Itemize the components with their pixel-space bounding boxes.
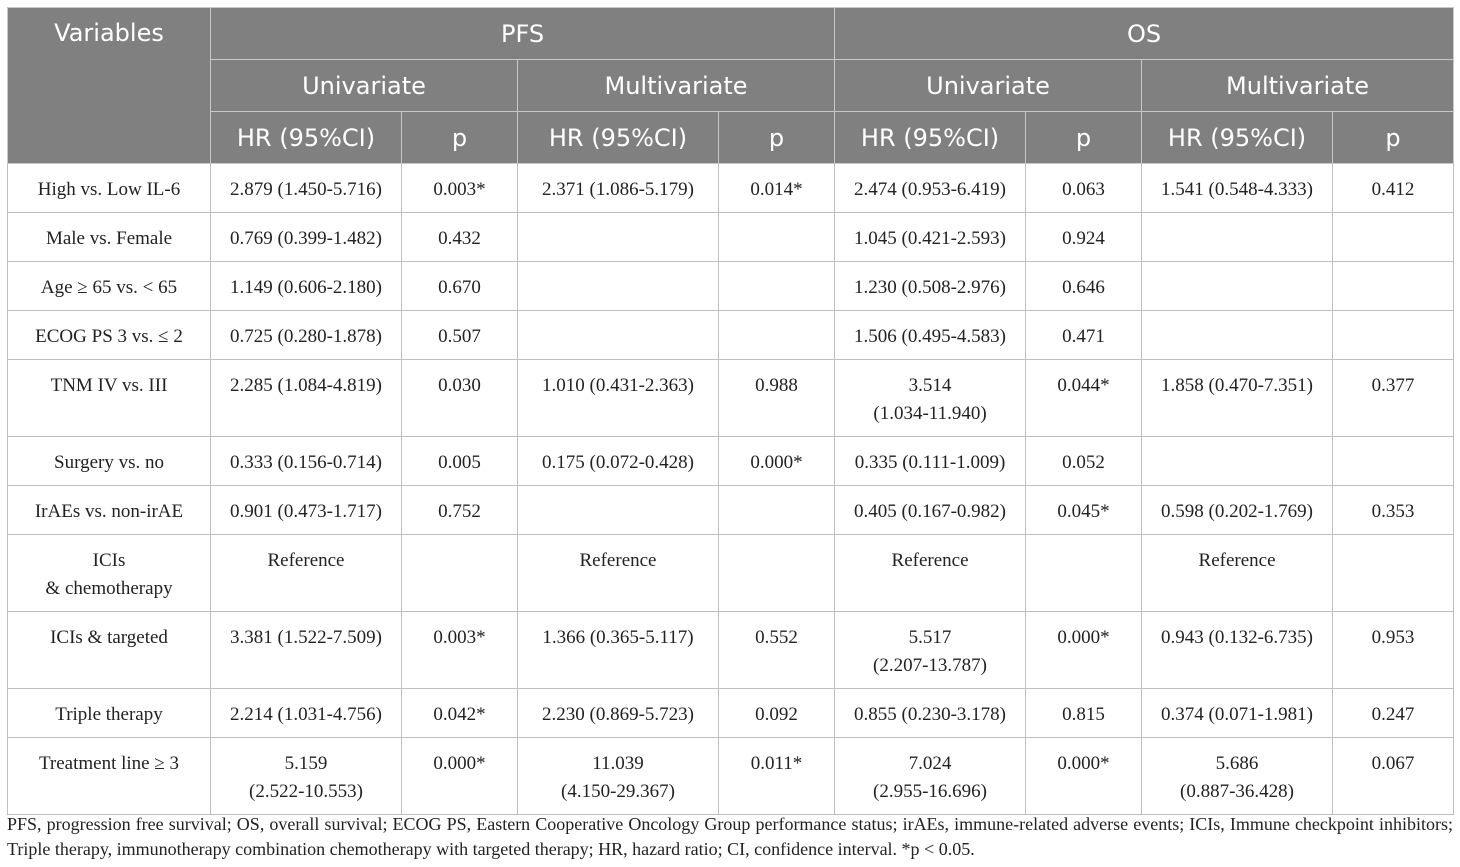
p-value-cell xyxy=(1333,535,1454,612)
hr-cell xyxy=(518,311,719,360)
pfs-header: PFS xyxy=(211,8,835,60)
hr-cell: 1.541 (0.548-4.333) xyxy=(1142,164,1333,213)
p-value-cell: 0.247 xyxy=(1333,689,1454,738)
p-value-cell xyxy=(1333,262,1454,311)
hr-cell xyxy=(1142,437,1333,486)
hr-cell xyxy=(518,262,719,311)
hr-cell: 5.686 (0.887-36.428) xyxy=(1142,738,1333,815)
p-value-cell: 0.507 xyxy=(402,311,518,360)
table-footnote: PFS, progression free survival; OS, overall survival; ECOG PS, Eastern Cooperative Oncology Group performance status; irAEs, immune-related adverse events; ICIs, Immune checkpoint inhibitors; Triple therapy, immunotherapy combination chemotherapy with targeted therapy; HR, hazard ratio; CI, confidence interval. *p < 0.05. xyxy=(7,814,1453,859)
os-multivariate-header: Multivariate xyxy=(1142,60,1454,112)
hr-cell: Reference xyxy=(211,535,402,612)
p-value-cell: 0.924 xyxy=(1026,213,1142,262)
hr-header: HR (95%CI) xyxy=(211,112,402,164)
table-row xyxy=(8,164,1454,213)
p-header: p xyxy=(402,112,518,164)
hr-cell xyxy=(1142,262,1333,311)
table-row xyxy=(8,689,1454,738)
hr-header: HR (95%CI) xyxy=(1142,112,1333,164)
p-value-cell: 0.005 xyxy=(402,437,518,486)
os-header: OS xyxy=(835,8,1454,60)
hr-cell xyxy=(518,213,719,262)
p-value-cell: 0.042* xyxy=(402,689,518,738)
p-value-cell xyxy=(719,535,835,612)
variable-cell: IrAEs vs. non-irAE xyxy=(8,486,211,535)
p-value-cell: 0.815 xyxy=(1026,689,1142,738)
p-value-cell: 0.988 xyxy=(719,360,835,437)
hr-header: HR (95%CI) xyxy=(835,112,1026,164)
p-value-cell xyxy=(1333,213,1454,262)
p-value-cell: 0.000* xyxy=(402,738,518,815)
p-value-cell xyxy=(1333,311,1454,360)
hr-cell: 2.371 (1.086-5.179) xyxy=(518,164,719,213)
variable-cell: Triple therapy xyxy=(8,689,211,738)
table-row xyxy=(8,486,1454,535)
hr-cell: 1.230 (0.508-2.976) xyxy=(835,262,1026,311)
p-value-cell xyxy=(719,486,835,535)
hr-cell: 0.335 (0.111-1.009) xyxy=(835,437,1026,486)
p-value-cell: 0.092 xyxy=(719,689,835,738)
p-value-cell: 0.000* xyxy=(1026,612,1142,689)
p-value-cell: 0.552 xyxy=(719,612,835,689)
hr-cell: 0.943 (0.132-6.735) xyxy=(1142,612,1333,689)
variable-cell: ICIs & targeted xyxy=(8,612,211,689)
p-value-cell xyxy=(719,262,835,311)
p-value-cell: 0.052 xyxy=(1026,437,1142,486)
p-value-cell: 0.412 xyxy=(1333,164,1454,213)
p-header: p xyxy=(1333,112,1454,164)
hr-cell: 0.598 (0.202-1.769) xyxy=(1142,486,1333,535)
hr-cell: 2.285 (1.084-4.819) xyxy=(211,360,402,437)
p-value-cell xyxy=(402,535,518,612)
hr-cell: 0.769 (0.399-1.482) xyxy=(211,213,402,262)
p-value-cell: 0.953 xyxy=(1333,612,1454,689)
p-value-cell: 0.432 xyxy=(402,213,518,262)
table-row xyxy=(8,262,1454,311)
p-value-cell: 0.000* xyxy=(719,437,835,486)
hr-cell: 0.855 (0.230-3.178) xyxy=(835,689,1026,738)
hr-cell: 5.159 (2.522-10.553) xyxy=(211,738,402,815)
table-row xyxy=(8,612,1454,689)
os-univariate-header: Univariate xyxy=(835,60,1142,112)
hr-cell: 3.514 (1.034-11.940) xyxy=(835,360,1026,437)
table-row xyxy=(8,738,1454,815)
hr-header: HR (95%CI) xyxy=(518,112,719,164)
hr-cell: 0.175 (0.072-0.428) xyxy=(518,437,719,486)
table-container xyxy=(7,7,1453,815)
hr-cell: 2.879 (1.450-5.716) xyxy=(211,164,402,213)
p-value-cell: 0.067 xyxy=(1333,738,1454,815)
variable-cell: Treatment line ≥ 3 xyxy=(8,738,211,815)
p-value-cell xyxy=(719,213,835,262)
p-header: p xyxy=(719,112,835,164)
variable-cell: Age ≥ 65 vs. < 65 xyxy=(8,262,211,311)
hr-cell: 11.039 (4.150-29.367) xyxy=(518,738,719,815)
p-value-cell: 0.353 xyxy=(1333,486,1454,535)
variable-cell: ECOG PS 3 vs. ≤ 2 xyxy=(8,311,211,360)
p-value-cell: 0.003* xyxy=(402,612,518,689)
hr-cell: Reference xyxy=(518,535,719,612)
hr-cell: 0.333 (0.156-0.714) xyxy=(211,437,402,486)
p-header: p xyxy=(1026,112,1142,164)
p-value-cell: 0.377 xyxy=(1333,360,1454,437)
variable-cell: ICIs & chemotherapy xyxy=(8,535,211,612)
p-value-cell: 0.045* xyxy=(1026,486,1142,535)
hr-cell: 2.474 (0.953-6.419) xyxy=(835,164,1026,213)
hr-cell: 1.010 (0.431-2.363) xyxy=(518,360,719,437)
p-value-cell: 0.044* xyxy=(1026,360,1142,437)
hr-cell: 2.214 (1.031-4.756) xyxy=(211,689,402,738)
hr-cell xyxy=(1142,311,1333,360)
hr-cell: 5.517 (2.207-13.787) xyxy=(835,612,1026,689)
hr-cell: 1.366 (0.365-5.117) xyxy=(518,612,719,689)
p-value-cell xyxy=(1026,535,1142,612)
p-value-cell: 0.646 xyxy=(1026,262,1142,311)
table-row xyxy=(8,535,1454,612)
hr-cell: Reference xyxy=(1142,535,1333,612)
hr-cell: 1.149 (0.606-2.180) xyxy=(211,262,402,311)
table-row xyxy=(8,311,1454,360)
variables-header: Variables xyxy=(8,8,211,164)
pfs-univariate-header: Univariate xyxy=(211,60,518,112)
p-value-cell xyxy=(719,311,835,360)
p-value-cell: 0.000* xyxy=(1026,738,1142,815)
p-value-cell: 0.670 xyxy=(402,262,518,311)
hr-cell xyxy=(518,486,719,535)
table-body xyxy=(8,164,1454,815)
p-value-cell: 0.003* xyxy=(402,164,518,213)
table-row xyxy=(8,360,1454,437)
table-header xyxy=(8,8,1454,164)
hr-cell: 0.725 (0.280-1.878) xyxy=(211,311,402,360)
pfs-multivariate-header: Multivariate xyxy=(518,60,835,112)
hr-cell: 1.858 (0.470-7.351) xyxy=(1142,360,1333,437)
hr-cell: 1.506 (0.495-4.583) xyxy=(835,311,1026,360)
p-value-cell xyxy=(1333,437,1454,486)
hr-cell: 0.901 (0.473-1.717) xyxy=(211,486,402,535)
variable-cell: Surgery vs. no xyxy=(8,437,211,486)
variable-cell: Male vs. Female xyxy=(8,213,211,262)
variable-cell: TNM IV vs. III xyxy=(8,360,211,437)
hr-cell: 2.230 (0.869-5.723) xyxy=(518,689,719,738)
table-row xyxy=(8,437,1454,486)
hr-cell: 3.381 (1.522-7.509) xyxy=(211,612,402,689)
cox-regression-table xyxy=(7,7,1454,815)
table-row xyxy=(8,213,1454,262)
p-value-cell: 0.063 xyxy=(1026,164,1142,213)
variable-cell: High vs. Low IL-6 xyxy=(8,164,211,213)
hr-cell: 0.374 (0.071-1.981) xyxy=(1142,689,1333,738)
p-value-cell: 0.011* xyxy=(719,738,835,815)
hr-cell xyxy=(1142,213,1333,262)
p-value-cell: 0.752 xyxy=(402,486,518,535)
hr-cell: 0.405 (0.167-0.982) xyxy=(835,486,1026,535)
p-value-cell: 0.471 xyxy=(1026,311,1142,360)
p-value-cell: 0.030 xyxy=(402,360,518,437)
hr-cell: 7.024 (2.955-16.696) xyxy=(835,738,1026,815)
hr-cell: 1.045 (0.421-2.593) xyxy=(835,213,1026,262)
p-value-cell: 0.014* xyxy=(719,164,835,213)
hr-cell: Reference xyxy=(835,535,1026,612)
